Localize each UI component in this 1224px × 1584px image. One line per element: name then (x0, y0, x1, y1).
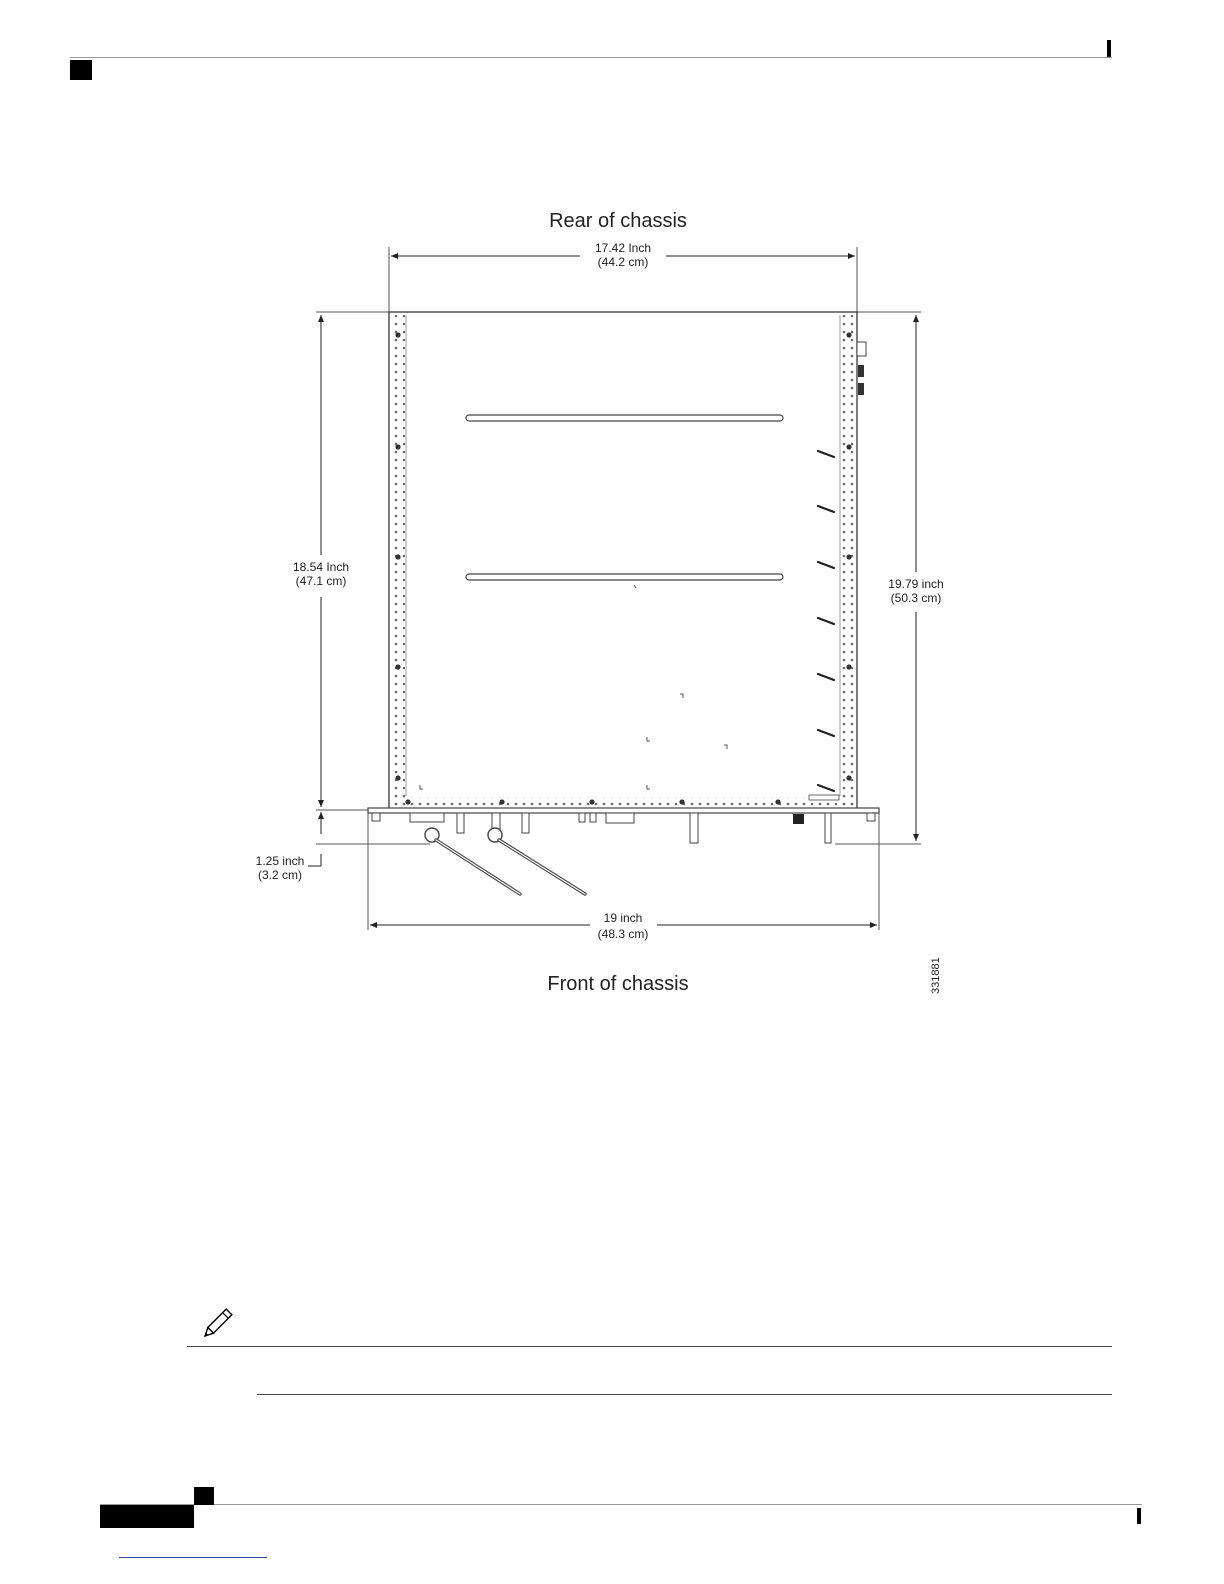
footer-edge-marker (1137, 1508, 1141, 1524)
dimension-depth-left-label: 18.54 Inch (292, 560, 350, 574)
footer-rule (100, 1504, 1142, 1505)
dimension-width-bottom (368, 812, 879, 941)
figure-id: 331881 (930, 957, 942, 994)
dimension-width-top (389, 241, 857, 312)
dimension-width-top-metric: (44.2 cm) (597, 255, 649, 269)
note-rule-bottom (257, 1394, 1112, 1395)
dimension-width-bottom-metric: (48.3 cm) (597, 927, 649, 941)
figure-caption-rear: Rear of chassis (549, 210, 687, 232)
dimension-depth-left-metric: (47.1 cm) (295, 574, 347, 588)
footer-link-underline[interactable] (119, 1557, 267, 1558)
chassis-drawing (368, 312, 879, 894)
pencil-note-icon (198, 1306, 236, 1342)
note-rule-top (187, 1346, 1112, 1347)
footer-tab-marker (194, 1487, 214, 1505)
figure-caption-front: Front of chassis (547, 973, 689, 995)
dimension-width-top-label: 17.42 Inch (594, 241, 652, 255)
dimension-width-bottom-label: 19 inch (603, 911, 643, 925)
dimension-front-offset-label: 1.25 inch (255, 854, 305, 868)
dimension-depth-left (293, 312, 389, 810)
dimension-depth-right-metric: (50.3 cm) (890, 591, 942, 605)
dimension-depth-right-label: 19.79 inch (888, 577, 944, 591)
dimension-front-offset (256, 812, 430, 882)
dimension-front-offset-metric: (3.2 cm) (257, 868, 303, 882)
footer-page-block (100, 1505, 194, 1528)
